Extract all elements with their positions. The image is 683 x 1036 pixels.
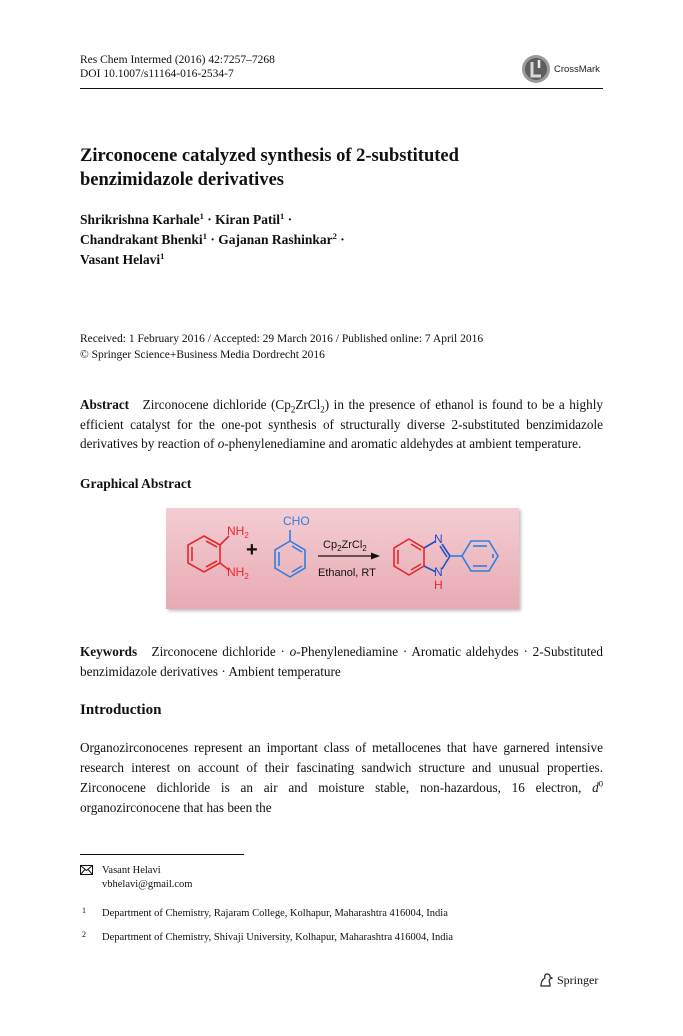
publisher-name: Springer <box>557 972 599 987</box>
affiliation-number: 2 <box>82 930 86 939</box>
introduction-paragraph: Organozirconocenes represent an important class of metallocenes that have garnered intensive research interest on account of their fascinating sandwich structure and unusual properties. Zirconocene dichloride is an air and moisture stable, non-hazardous, 16 electron, $d^0$ organozirconocene that has been the <box>80 740 603 815</box>
paper-title: Zirconocene catalyzed synthesis of 2-substituted benzimidazole derivatives <box>80 146 459 190</box>
corresponding-author-name: Vasant Helavi <box>102 865 161 876</box>
phenylenediamine-structure <box>188 536 229 572</box>
author-name[interactable]: Vasant Helavi <box>80 252 161 267</box>
keywords-label: Keywords <box>80 644 138 659</box>
crossmark-label: CrossMark <box>554 63 600 75</box>
crossmark-badge[interactable] <box>521 53 611 85</box>
imine-n-label: N <box>434 532 443 546</box>
springer-horse-icon <box>538 972 554 988</box>
author-list: Shrikrishna Karhale$^1$ · Kiran Patil$^1$ · Chandrakant Bhenki$^1$ · Gajanan Rashinkar$^2$ · Vasant Helavi$^1$ <box>80 211 345 267</box>
doi[interactable]: DOI 10.1007/s11164-016-2534-7 <box>80 68 234 80</box>
catalyst-label: $Cp_2ZrCl_2$ <box>323 539 367 553</box>
author-name[interactable]: Shrikrishna Karhale <box>80 212 200 227</box>
abstract-label: Abstract <box>80 397 130 412</box>
benzaldehyde-structure <box>275 530 305 577</box>
abstract: Abstract Zirconocene dichloride $(Cp_2ZrCl_2)$ in the presence of ethanol is found to be a highly efficient catalyst for the one-pot synthesis of structurally diverse 2-substituted benzimidazole derivatives by reaction of o-phenylenediamine and aromatic aldehydes at ambient temperature. <box>80 397 603 451</box>
keywords: Keywords Zirconocene dichloride · o-Phenylenediamine · Aromatic aldehydes · 2-Substituted benzimidazole derivatives · Ambient temperature <box>80 644 603 679</box>
header-rule <box>80 88 603 89</box>
springer-logo <box>538 972 598 988</box>
introduction-heading: Introduction <box>80 702 162 718</box>
amine-n-label: N <box>434 565 443 579</box>
author-name[interactable]: Kiran Patil <box>215 212 281 227</box>
author-name[interactable]: Chandrakant Bhenki <box>80 232 203 247</box>
benzimidazole-benzo-ring <box>394 539 424 575</box>
nh2-bottom-label: $NH_2$ <box>227 565 249 581</box>
affiliation-1: Department of Chemistry, Rajaram College, Kolhapur, Maharashtra 416004, India <box>102 908 448 919</box>
journal-citation: Res Chem Intermed (2016) 42:7257–7268 <box>80 54 275 66</box>
phenyl-substituent <box>450 541 498 571</box>
author-name[interactable]: Gajanan Rashinkar <box>218 232 333 247</box>
footnote-rule <box>80 854 244 855</box>
nh-h-label: H <box>434 578 443 592</box>
affiliation-2: Department of Chemistry, Shivaji University, Kolhapur, Maharashtra 416004, India <box>102 932 454 943</box>
conditions-label: Ethanol, RT <box>318 567 376 579</box>
plus-sign: + <box>246 539 258 561</box>
graphical-abstract-scheme <box>166 508 519 609</box>
corresponding-author-email[interactable]: vbhelavi@gmail.com <box>102 879 193 890</box>
nh2-top-label: $NH_2$ <box>227 524 249 540</box>
crossmark-icon <box>521 54 551 84</box>
graphical-abstract-heading: Graphical Abstract <box>80 476 192 491</box>
envelope-icon <box>80 865 93 880</box>
publication-dates: Received: 1 February 2016 / Accepted: 29 March 2016 / Published online: 7 April 2016 © Springer Science+Business Media Dordrecht 2016 <box>80 333 484 361</box>
affiliation-number: 1 <box>82 906 86 915</box>
cho-label: CHO <box>283 514 310 528</box>
